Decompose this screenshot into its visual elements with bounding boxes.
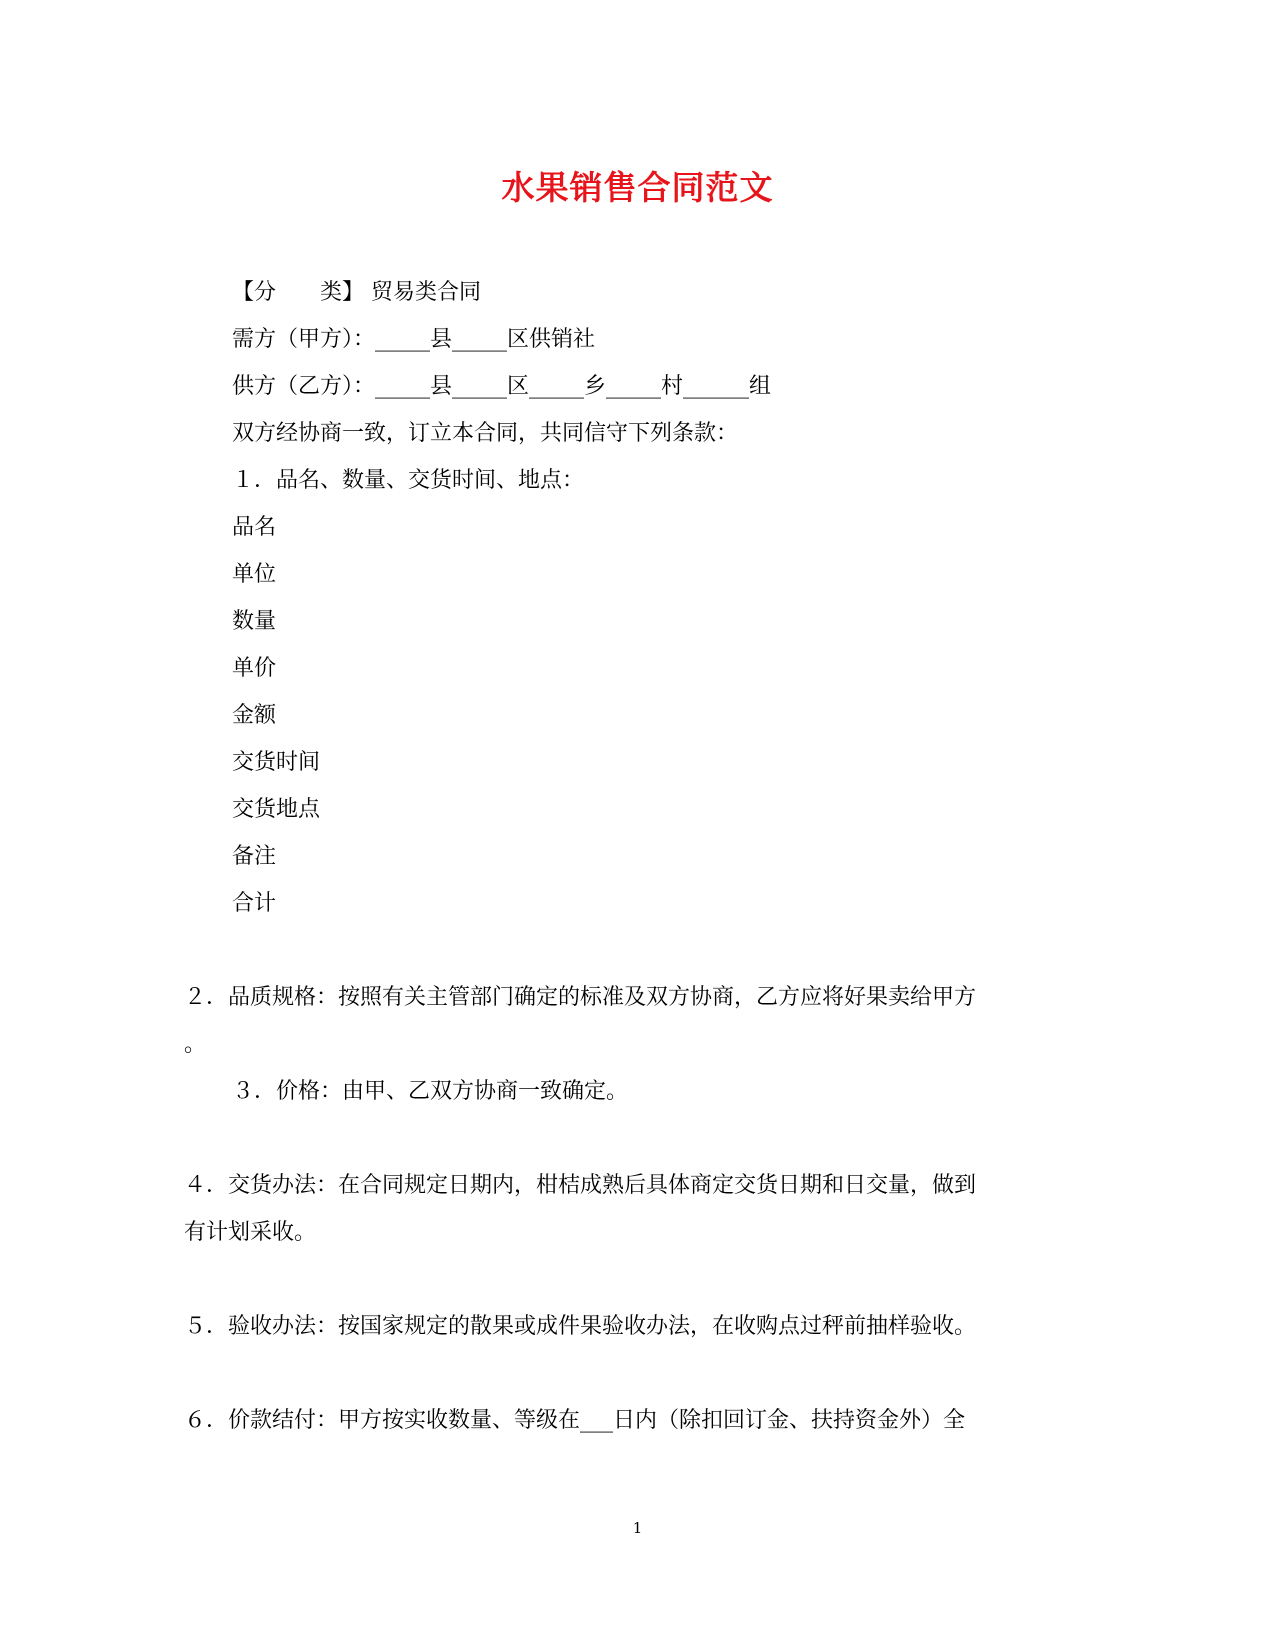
section-4-line-2: 有计划采收。 [184, 1220, 317, 1245]
section-4-line-1: ４．交货办法：在合同规定日期内，柑桔成熟后具体商定交货日期和日交量，做到 [184, 1173, 977, 1198]
table-field-total: 合计 [232, 891, 277, 916]
section-3: ３．价格：由甲、乙双方协商一致确定。 [232, 1079, 629, 1104]
table-field-product-name: 品名 [232, 515, 277, 540]
table-field-remarks: 备注 [232, 844, 277, 869]
table-field-quantity: 数量 [232, 609, 277, 634]
section-1-heading: １．品名、数量、交货时间、地点： [232, 468, 585, 493]
table-field-unit: 单位 [232, 562, 277, 587]
section-6-line-1: ６．价款结付：甲方按实收数量、等级在___日内（除扣回订金、扶持资金外）全 [184, 1408, 966, 1433]
table-field-delivery-place: 交货地点 [232, 797, 321, 822]
page-number: 1 [632, 1519, 643, 1537]
table-field-delivery-time: 交货时间 [232, 750, 321, 775]
table-field-unit-price: 单价 [232, 656, 277, 681]
section-5: ５．验收办法：按国家规定的散果或成件果验收办法，在收购点过秤前抽样验收。 [184, 1314, 977, 1339]
category-line: 【分 类】 贸易类合同 [232, 280, 481, 305]
document-title: 水果销售合同范文 [501, 168, 774, 207]
party-b-line: 供方（乙方）：_____县_____区_____乡_____村______组 [232, 374, 772, 399]
table-field-amount: 金额 [232, 703, 277, 728]
section-2-line-1: ２．品质规格：按照有关主管部门确定的标准及双方协商，乙方应将好果卖给甲方 [184, 985, 977, 1010]
section-2-line-2: 。 [184, 1032, 207, 1057]
party-a-line: 需方（甲方）：_____县_____区供销社 [232, 327, 596, 352]
intro-line: 双方经协商一致，订立本合同，共同信守下列条款： [232, 421, 739, 446]
